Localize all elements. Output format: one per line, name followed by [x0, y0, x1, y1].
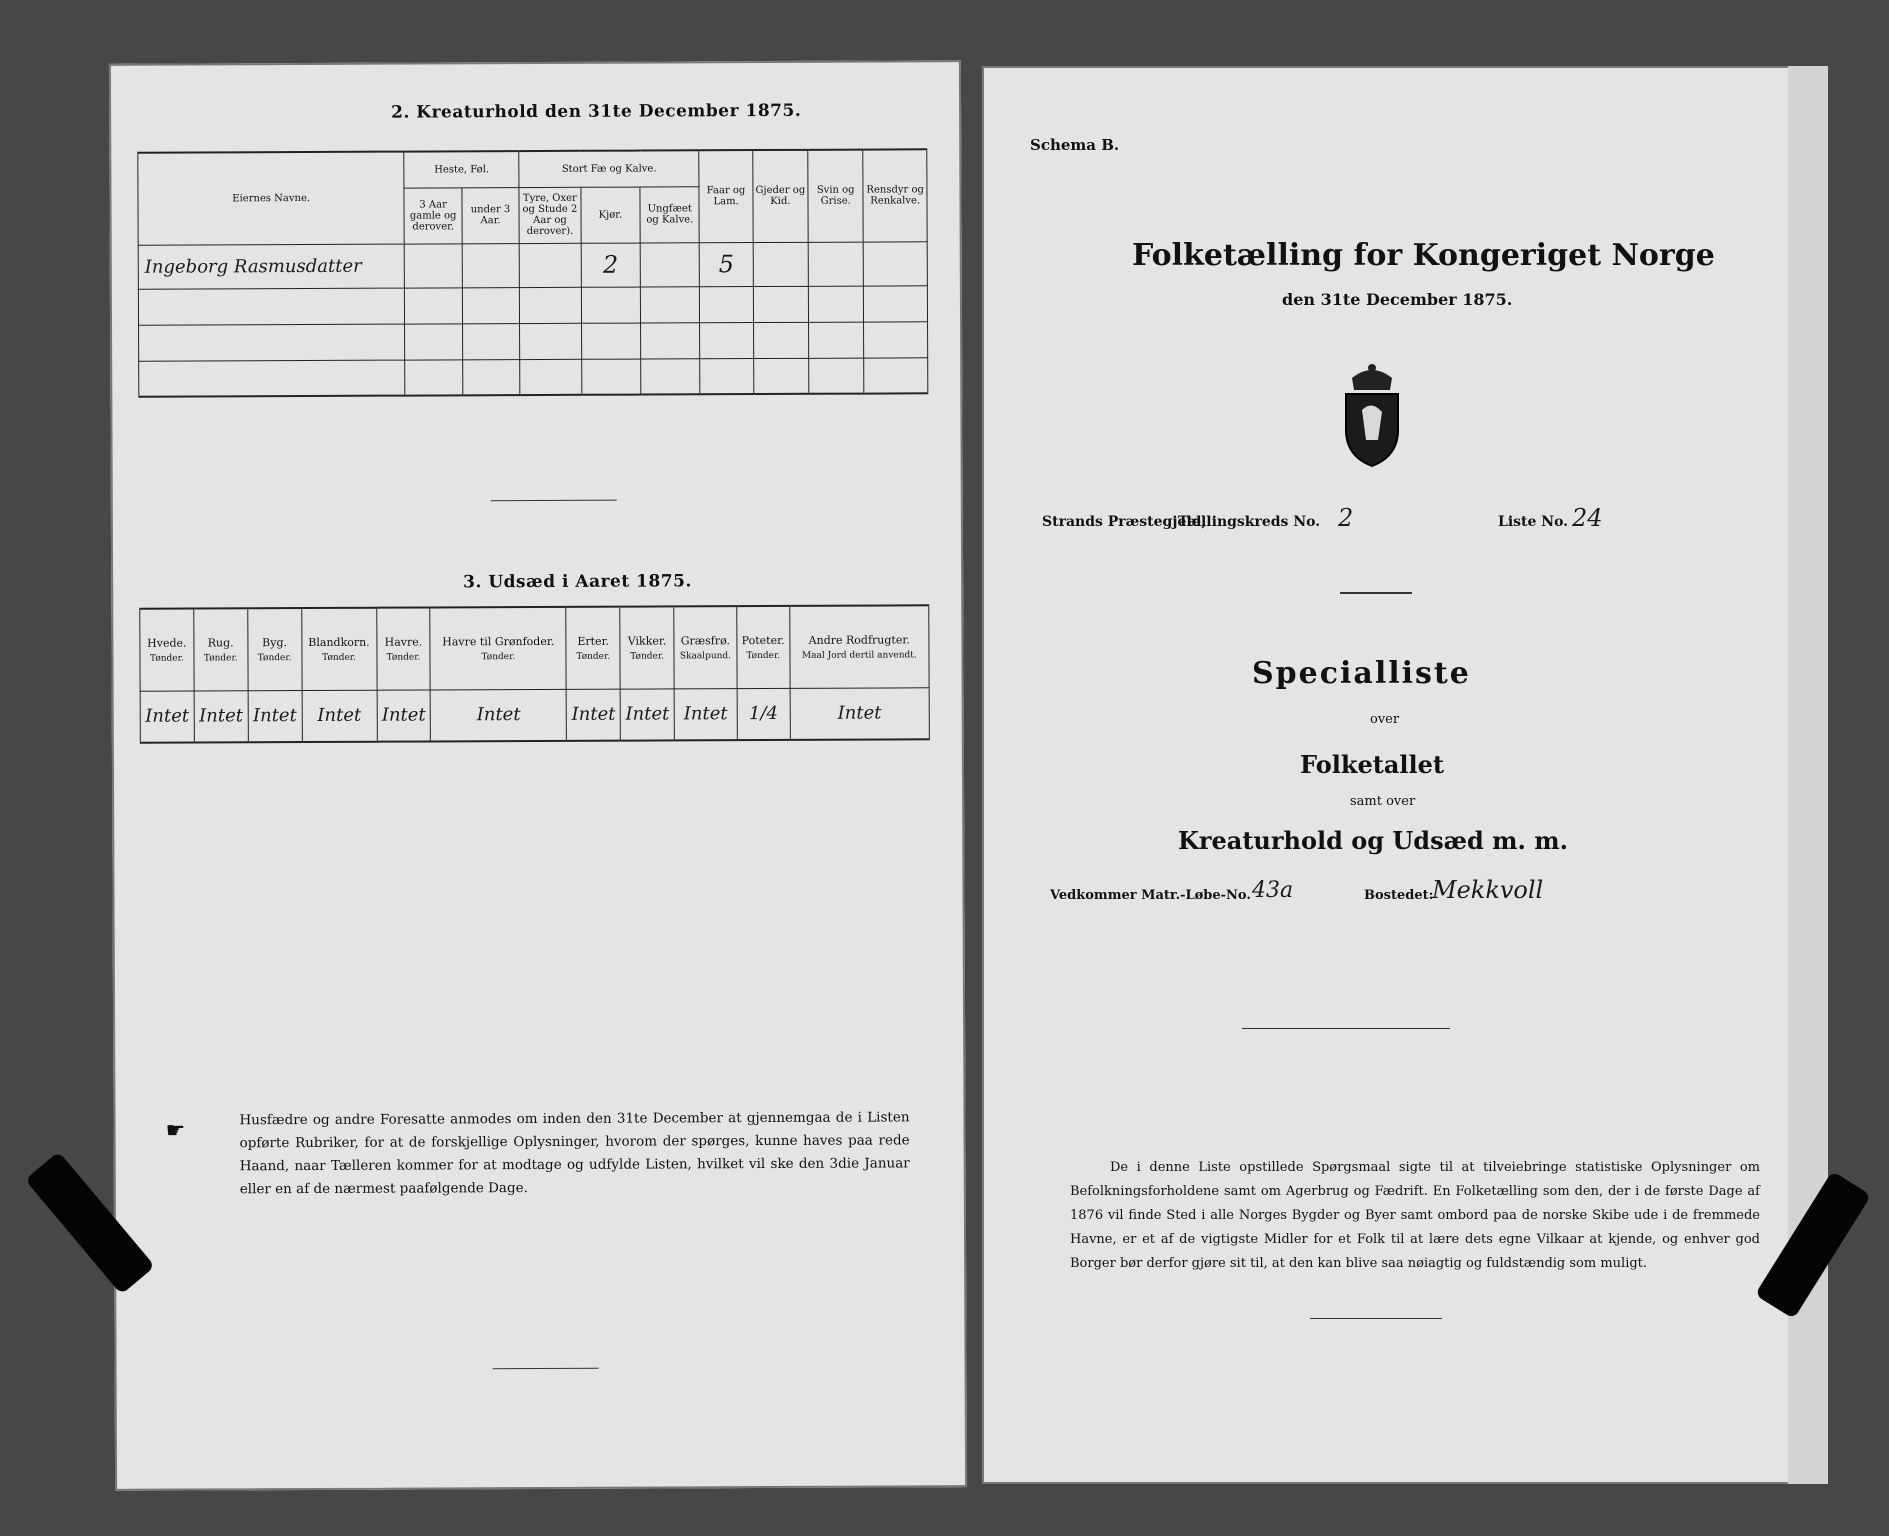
seed-col-name: Hvede. — [147, 636, 187, 650]
bosted-value: Mekkvoll — [1432, 876, 1544, 904]
col-svin: Svin og Grise. — [808, 150, 864, 242]
seed-col-header — [140, 609, 194, 691]
parish-label: Strands Præstegjeld, — [1042, 514, 1207, 530]
seed-col-header — [247, 608, 301, 690]
col-kjor: Kjør. — [581, 187, 641, 243]
seed-col-header — [789, 605, 929, 688]
table-row — [139, 357, 928, 396]
table-row — [138, 285, 927, 324]
seed-col-unit: Tønder. — [322, 652, 356, 663]
seed-col-header — [301, 608, 376, 690]
seed-col-unit: Tønder. — [203, 653, 238, 664]
seed-col-name: Græsfrø. — [680, 633, 731, 648]
col-tyre: Tyre, Oxer og Stude 2 Aar og derover). — [519, 187, 581, 243]
kreaturhold-title: Kreaturhold og Udsæd m. m. — [1178, 826, 1568, 855]
seed-col-header — [674, 606, 737, 688]
divider — [493, 1368, 599, 1369]
seed-col-name: Poteter. — [741, 633, 785, 647]
notice-text: Husfædre og andre Foresatte anmodes om inden den 31te December at gjennemgaa de i Listen opførte Rubriker, for at de forskjellige Oplysninger, hvorom der spørges, kunne haves paa rede Haand, naar Tælleren kommer for at modtage og udfylde Listen, hvilket vil ske den 3die Januar eller en af de nærmest paafølgende Dage. — [239, 1109, 910, 1198]
col-owner-names: Eiernes Navne. — [138, 152, 405, 245]
seed-col-unit: Tønder. — [746, 650, 781, 661]
seed-col-unit: Tønder. — [149, 653, 184, 664]
seed-col-header — [194, 608, 248, 690]
list-value: 24 — [1572, 504, 1603, 532]
seed-col-name: Havre til Grønfoder. — [442, 634, 555, 649]
seed-col-name: Rug. — [207, 636, 234, 650]
section3-title: 3. Udsæd i Aaret 1875. — [463, 571, 692, 593]
seed-value: Intet — [431, 689, 567, 742]
seed-col-name: Vikker. — [627, 634, 667, 648]
faar-value: 5 — [700, 242, 753, 286]
kjor-value: 2 — [581, 243, 641, 287]
seed-col-header — [566, 607, 620, 689]
footnote-text: De i denne Liste opstillede Spørgsmaal sigte til at tilveiebringe statistiske Oplysninger om Befolkningsforholdene samt om Agerbrug og Fædrift. En Folketælling som den, der i de første Dage af 1876 vil finde Sted i alle Norges Bygder og Byer samt ombord paa de norske Skibe ude i de fremmede Havne, er et af de vigtigste Midler for et Folk til at lære dets egne Vilkaar at kjende, og enhver god Borger bør derfor gjøre sit til, at den kan blive saa nøiagtig og fuldstændig som muligt. — [1070, 1160, 1760, 1271]
left-page — [109, 60, 967, 1491]
seed-value: Intet — [302, 690, 377, 742]
col-gjeder: Gjeder og Kid. — [753, 150, 809, 242]
seed-value: Intet — [194, 690, 248, 742]
col-rensdyr: Rensdyr og Renkalve. — [863, 149, 927, 241]
divider — [1340, 592, 1412, 594]
seed-col-header — [737, 606, 790, 688]
seed-value: 1/4 — [737, 688, 790, 740]
seed-col-unit: Tønder. — [630, 651, 665, 662]
col-faar: Faar og Lam. — [699, 150, 753, 242]
right-page — [982, 66, 1828, 1484]
seed-col-unit: Tønder. — [576, 651, 611, 662]
main-title: Folketælling for Kongeriget Norge — [1132, 238, 1715, 273]
col-heste: Heste, Føl. — [404, 151, 519, 188]
seed-col-unit: Tønder. — [386, 652, 421, 663]
seed-col-header — [376, 607, 430, 689]
coat-of-arms-icon — [1332, 360, 1412, 470]
folketallet-title: Folketallet — [1300, 750, 1444, 779]
seed-value: Intet — [674, 688, 737, 740]
col-heste-under3: under 3 Aar. — [462, 187, 520, 243]
seed-col-name: Blandkorn. — [308, 635, 370, 649]
livestock-table — [137, 148, 928, 397]
matr-value: 43a — [1252, 878, 1294, 903]
seed-value: Intet — [790, 687, 930, 740]
divider — [1310, 1318, 1442, 1319]
divider — [1242, 1028, 1450, 1029]
district-label: Tællingskreds No. — [1178, 514, 1321, 530]
table-row — [139, 321, 928, 360]
seed-col-name: Erter. — [577, 634, 610, 648]
matr-label: Vedkommer Matr.-Løbe-No. — [1050, 888, 1251, 903]
seed-col-unit: Skaalpund. — [679, 650, 732, 662]
col-ungfae: Ungfæet og Kalve. — [640, 186, 700, 242]
seed-col-name: Havre. — [384, 635, 423, 649]
pointing-hand-icon: ☛ — [165, 1118, 186, 1144]
seed-col-unit: Tønder. — [257, 652, 292, 663]
section2-title: 2. Kreaturhold den 31te December 1875. — [391, 100, 802, 123]
date-subtitle: den 31te December 1875. — [1282, 290, 1513, 309]
seed-col-unit: Maal Jord dertil anvendt. — [801, 650, 917, 661]
seed-table — [139, 604, 930, 743]
seed-value: Intet — [377, 689, 431, 741]
schema-label: Schema B. — [1030, 136, 1120, 154]
seed-col-header — [430, 607, 566, 690]
samt-over-label: samt over — [1350, 794, 1416, 809]
col-stort-fae: Stort Fæ og Kalve. — [519, 150, 699, 187]
over-label: over — [1370, 712, 1400, 727]
seed-value: Intet — [140, 691, 194, 743]
owner-name: Ingeborg Rasmusdatter — [138, 244, 405, 289]
col-heste-3aar: 3 Aar gamle og derover. — [404, 187, 462, 243]
bosted-label: Bostedet: — [1364, 888, 1434, 903]
seed-value: Intet — [248, 690, 302, 742]
seed-col-unit: Tønder. — [481, 651, 516, 662]
district-value: 2 — [1338, 504, 1354, 532]
seed-col-name: Byg. — [262, 635, 288, 649]
seed-col-header — [620, 606, 674, 688]
table-row — [138, 241, 927, 288]
seed-col-name: Andre Rodfrugter. — [808, 633, 910, 647]
specialliste-title: Specialliste — [1252, 656, 1471, 691]
seed-value: Intet — [566, 689, 620, 741]
list-label: Liste No. — [1498, 514, 1569, 530]
seed-value: Intet — [620, 688, 674, 740]
divider — [491, 500, 617, 502]
